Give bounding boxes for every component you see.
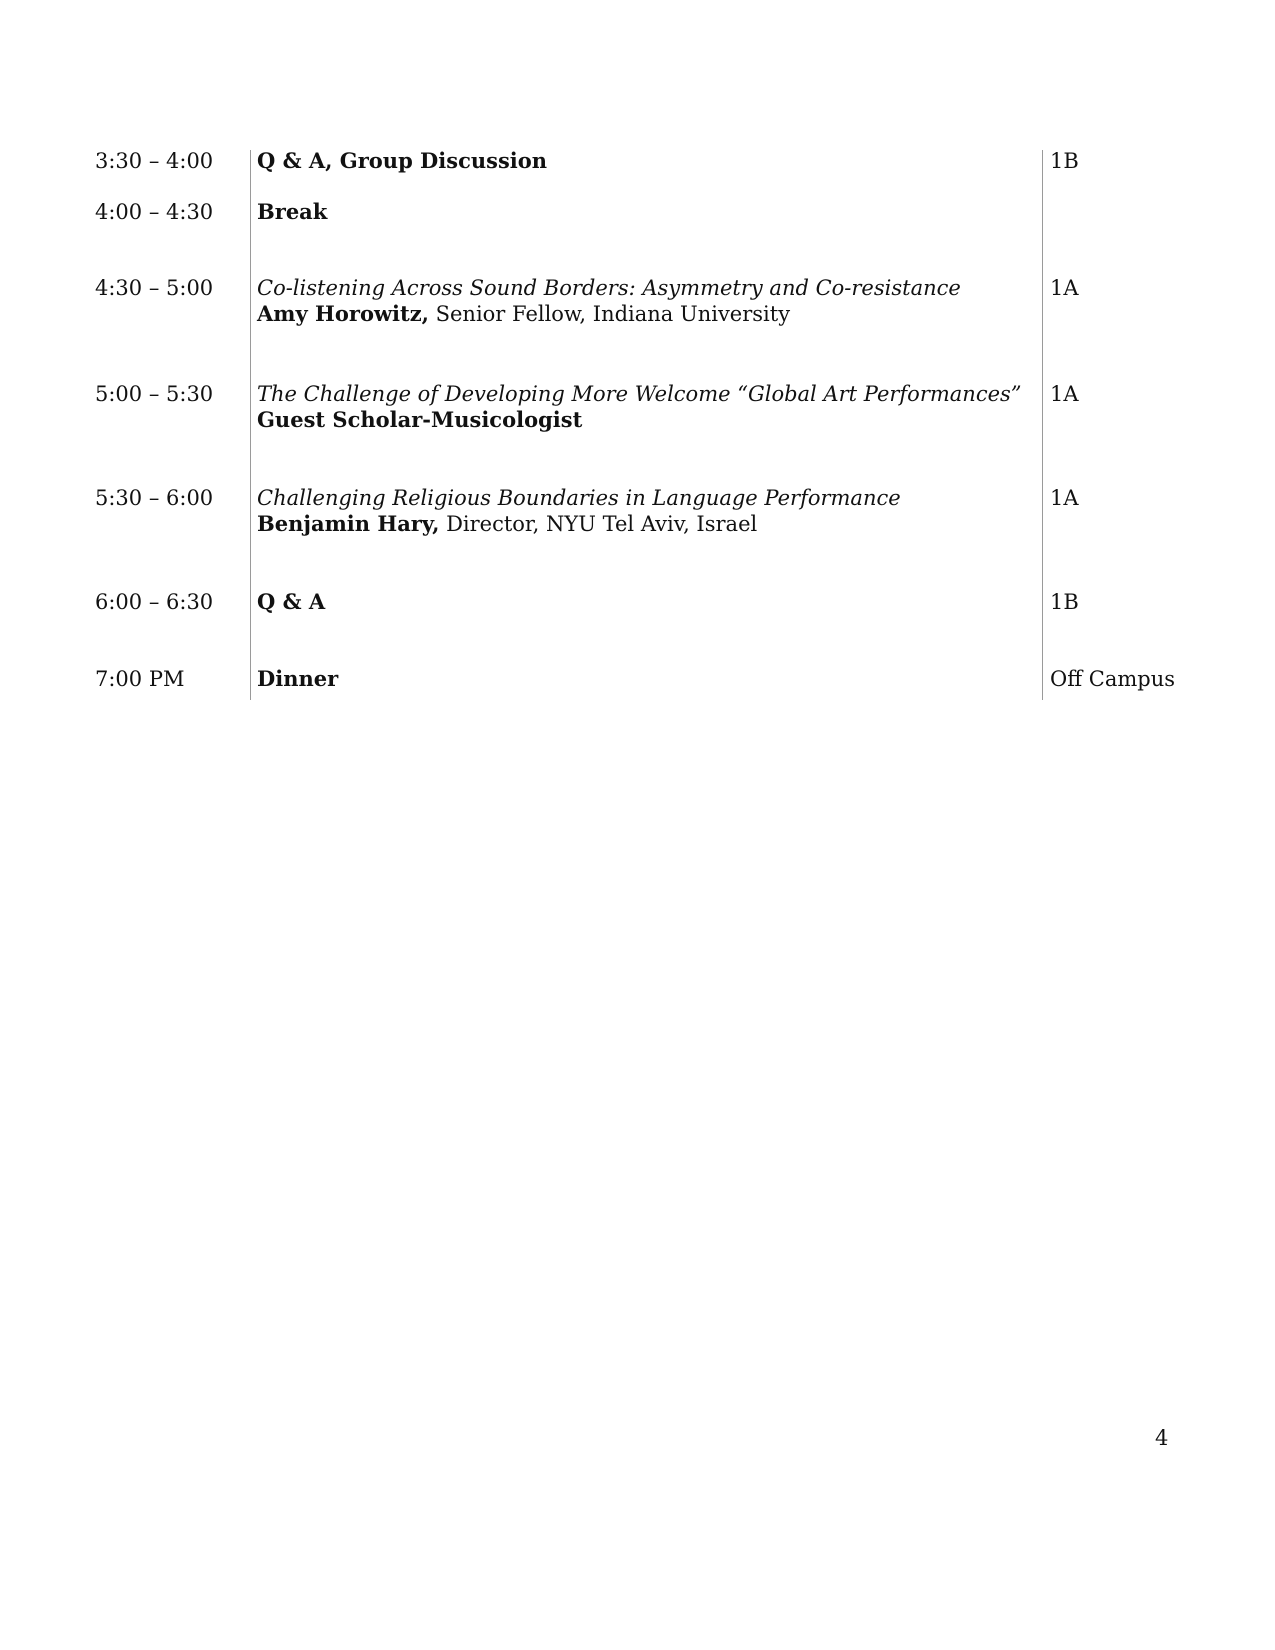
- time-slot: 7:00 PM: [95, 667, 185, 691]
- time-slot: 5:30 – 6:00: [95, 486, 214, 510]
- talk-title: Challenging Religious Boundaries in Language Performance: [257, 486, 901, 510]
- room-column-divider: [1042, 150, 1043, 700]
- talk-title: The Challenge of Developing More Welcome “Global Art Performances”: [257, 382, 1022, 406]
- speaker-affiliation: Director, NYU Tel Aviv, Israel: [439, 512, 758, 536]
- speaker-line: [257, 301, 1037, 327]
- room-label: 1A: [1050, 486, 1079, 510]
- speaker-name: Guest Scholar-Musicologist: [257, 407, 583, 432]
- room-label: 1B: [1050, 149, 1079, 173]
- speaker-name: Amy Horowitz,: [257, 301, 429, 326]
- time-slot: 4:00 – 4:30: [95, 200, 214, 224]
- speaker-affiliation: Senior Fellow, Indiana University: [428, 302, 791, 326]
- session-title: Q & A: [257, 589, 326, 614]
- page-number: 4: [1155, 1426, 1169, 1450]
- session-title: Q & A, Group Discussion: [257, 148, 548, 173]
- room-label: 1A: [1050, 382, 1079, 406]
- speaker-name: Benjamin Hary,: [257, 511, 440, 536]
- room-label: Off Campus: [1050, 667, 1176, 691]
- room-label: 1A: [1050, 276, 1079, 300]
- session-title: Break: [257, 199, 328, 224]
- time-slot: 6:00 – 6:30: [95, 590, 214, 614]
- time-slot: 4:30 – 5:00: [95, 276, 214, 300]
- talk-title: Co-listening Across Sound Borders: Asymmetry and Co-resistance: [257, 276, 961, 300]
- time-column-divider: [250, 150, 251, 700]
- room-label: 1B: [1050, 590, 1079, 614]
- time-slot: 3:30 – 4:00: [95, 149, 214, 173]
- speaker-line: [257, 511, 1037, 537]
- session-title: Dinner: [257, 666, 339, 691]
- time-slot: 5:00 – 5:30: [95, 382, 214, 406]
